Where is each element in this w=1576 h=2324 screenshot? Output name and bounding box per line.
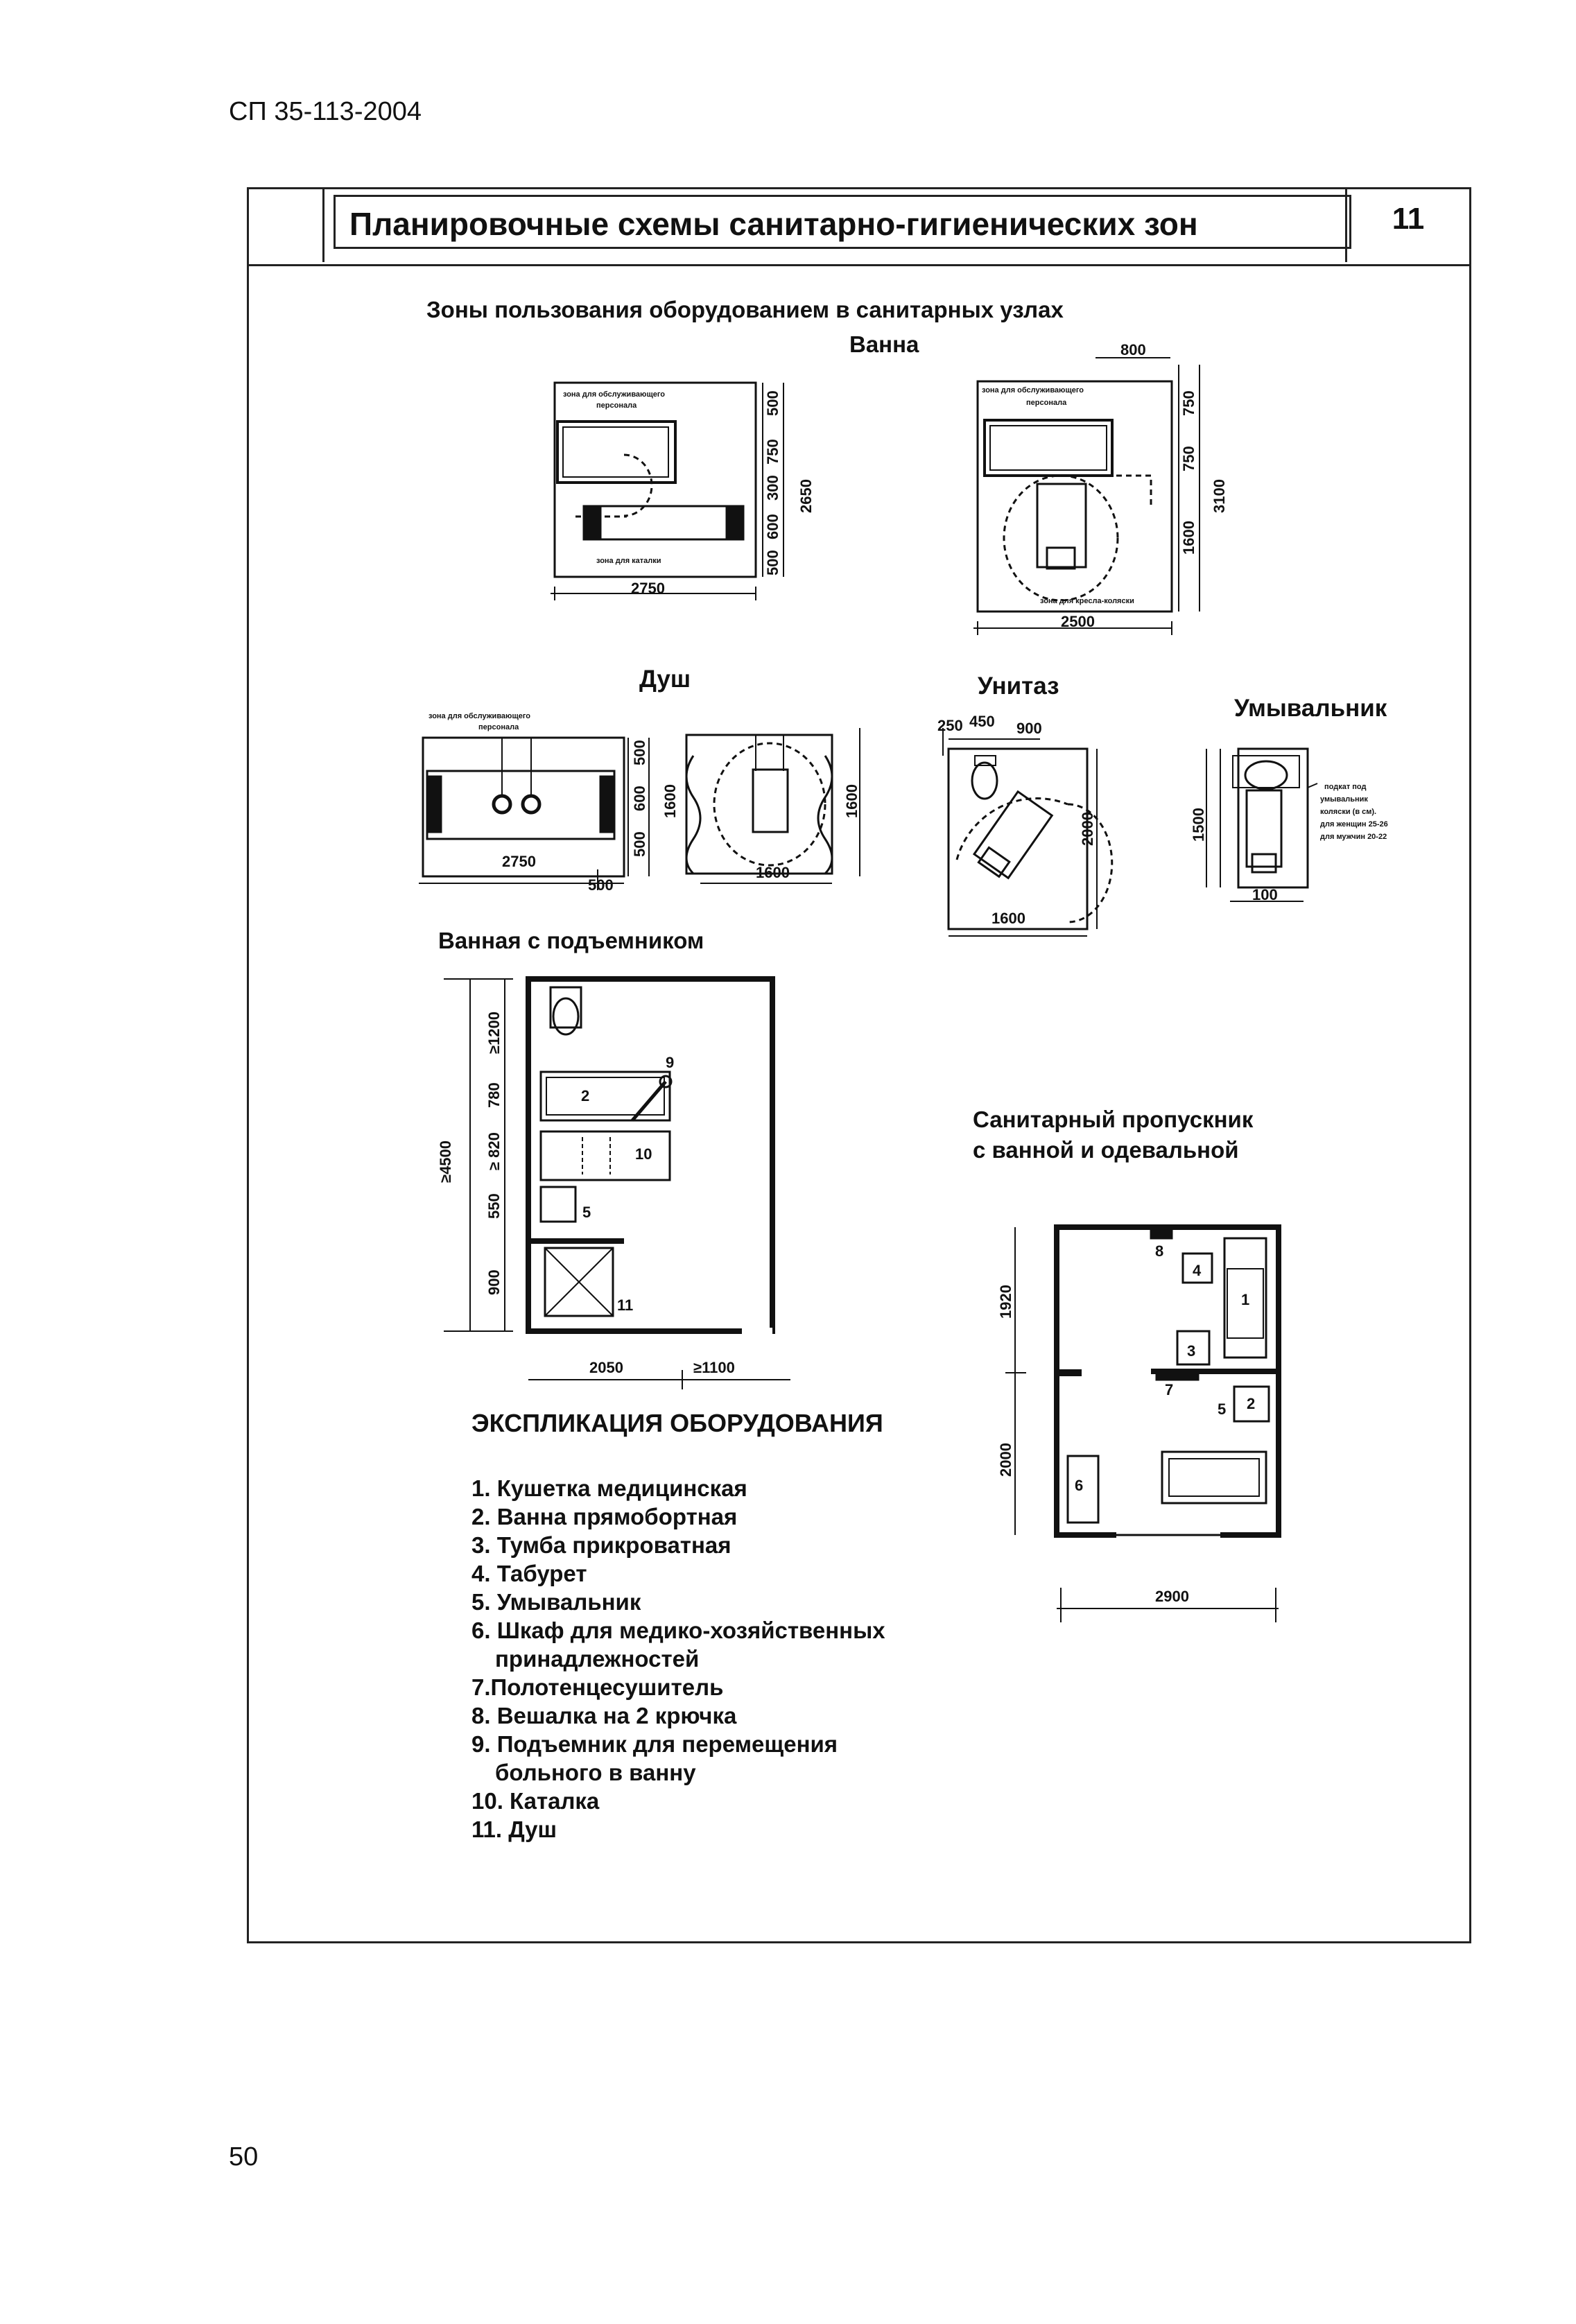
washbasin-note-2: умывальник: [1320, 795, 1368, 804]
bath-lift-item-11: 11: [617, 1297, 634, 1314]
bath1-d3: 300: [764, 475, 781, 501]
pass-room-width: 2900: [1155, 1588, 1189, 1605]
legend-item: 11. Душ: [471, 1816, 557, 1842]
bath-lift-d5: 900: [485, 1269, 503, 1295]
bath-lift-item-9: 9: [666, 1054, 675, 1071]
bath1-width: 2750: [631, 580, 665, 597]
pass-room-item-3: 3: [1187, 1342, 1196, 1360]
bath-lift-item-5: 5: [582, 1204, 591, 1221]
legend-item: 1. Кушетка медицинская: [471, 1475, 747, 1501]
page-number: 50: [229, 2142, 259, 2171]
toilet-height: 2000: [1079, 812, 1096, 846]
shower-d2: 600: [631, 786, 648, 811]
bath-lift-total: ≥4500: [437, 1140, 454, 1183]
washbasin-heading: Умывальник: [1234, 695, 1387, 722]
legend-list: [471, 1474, 885, 1844]
washbasin-note-4: для женщин 25-26: [1320, 820, 1388, 829]
bath-diagram-1: [551, 383, 783, 600]
legend-item: 2. Ванна прямобортная: [471, 1504, 738, 1529]
shower-total: 1600: [661, 784, 679, 818]
bath1-zone-staff-label: зона для обслуживающего: [563, 390, 666, 399]
pass-room-item-8: 8: [1155, 1242, 1164, 1260]
legend-item: 6. Шкаф для медико-хозяйственных: [471, 1618, 885, 1643]
legend-item: 3. Тумба прикроватная: [471, 1532, 731, 1558]
bath2-top: 800: [1120, 341, 1146, 358]
figure-number: 11: [1392, 202, 1425, 236]
legend-item: 10. Каталка: [471, 1788, 600, 1814]
pass-room-item-5: 5: [1218, 1401, 1227, 1418]
bath2-d1: 750: [1180, 390, 1197, 416]
washbasin-width: 100: [1252, 886, 1278, 903]
toilet-c: 900: [1016, 720, 1042, 737]
shower-d1: 500: [631, 740, 648, 765]
bath-lift-d2: 780: [485, 1082, 503, 1108]
bath-diagram-2: [973, 358, 1200, 635]
washbasin-note-1: подкат под: [1324, 783, 1367, 791]
shower2-width: 1600: [756, 864, 790, 881]
toilet-heading: Унитаз: [978, 673, 1059, 700]
toilet-a: 250: [937, 717, 963, 734]
bath2-d3: 1600: [1180, 521, 1197, 555]
legend-item: больного в ванну: [495, 1760, 696, 1785]
bath-lift-item-10: 10: [635, 1145, 652, 1163]
bath-lift-w2: ≥1100: [693, 1359, 735, 1376]
pass-room-plan: [1005, 1227, 1279, 1622]
legend-item: 7.Полотенцесушитель: [471, 1674, 724, 1700]
bath2-zone-chair-label: зона для кресла-коляски: [1040, 597, 1134, 605]
shower-d3: 500: [631, 831, 648, 857]
legend-item: 9. Подъемник для перемещения: [471, 1731, 838, 1757]
bath-lift-d1: ≥1200: [485, 1011, 503, 1054]
figure-title: Планировочные схемы санитарно-гигиенических зон: [349, 206, 1198, 242]
bath2-total: 3100: [1211, 479, 1228, 513]
bath1-d4: 600: [764, 514, 781, 539]
document-code: СП 35-113-2004: [229, 97, 422, 126]
shower-zone-staff-label-2: персонала: [478, 723, 519, 731]
bath1-d2: 750: [764, 439, 781, 465]
pass-room-item-2: 2: [1247, 1395, 1256, 1412]
shower-width: 2750: [502, 853, 536, 870]
bath-lift-heading: Ванная с подъемником: [438, 928, 704, 953]
shower-heading: Душ: [639, 666, 691, 693]
pass-room-item-7: 7: [1165, 1381, 1174, 1398]
pass-room-h2: 2000: [997, 1443, 1014, 1477]
legend-title: ЭКСПЛИКАЦИЯ ОБОРУДОВАНИЯ: [471, 1409, 883, 1437]
legend-item: принадлежностей: [495, 1646, 700, 1672]
washbasin-note-3: коляски (в см).: [1320, 808, 1377, 816]
legend-item: 5. Умывальник: [471, 1589, 641, 1615]
pass-room-heading-line1: Санитарный пропускник: [973, 1107, 1254, 1132]
bath1-zone-staff-label-2: персонала: [596, 401, 637, 410]
pass-room-item-6: 6: [1075, 1477, 1084, 1494]
toilet-b: 450: [969, 713, 995, 730]
washbasin-diagram: [1206, 749, 1317, 901]
shower2-height: 1600: [843, 784, 860, 818]
bath-lift-d4: 550: [485, 1193, 503, 1219]
bath1-total: 2650: [797, 479, 815, 513]
bath2-d2: 750: [1180, 446, 1197, 471]
pass-room-item-1: 1: [1241, 1291, 1250, 1308]
washbasin-height: 1500: [1190, 808, 1207, 842]
bath-lift-w1: 2050: [589, 1359, 623, 1376]
pass-room-heading-line2: с ванной и одевальной: [973, 1137, 1239, 1163]
bath-heading: Ванна: [849, 331, 919, 357]
legend-item: 8. Вешалка на 2 крючка: [471, 1703, 737, 1728]
shower-width-2: 500: [588, 876, 614, 894]
toilet-width: 1600: [992, 910, 1025, 927]
bath2-zone-staff-label: зона для обслуживающего: [982, 386, 1084, 394]
washbasin-note-5: для мужчин 20-22: [1320, 833, 1387, 841]
bath-lift-d3: ≥ 820: [485, 1132, 503, 1170]
pass-room-item-4: 4: [1193, 1262, 1202, 1279]
bath1-d5: 500: [764, 550, 781, 575]
bath1-zone-gurney-label: зона для каталки: [596, 557, 661, 565]
zones-heading: Зоны пользования оборудованием в санитарных узлах: [426, 297, 1064, 322]
bath-lift-item-2: 2: [581, 1087, 590, 1104]
bath2-zone-staff-label-2: персонала: [1026, 399, 1067, 407]
shower-zone-staff-label: зона для обслуживающего: [428, 712, 531, 720]
legend-item: 4. Табурет: [471, 1561, 587, 1586]
bath1-d1: 500: [764, 390, 781, 416]
bath2-width: 2500: [1061, 613, 1095, 630]
pass-room-h1: 1920: [997, 1285, 1014, 1319]
